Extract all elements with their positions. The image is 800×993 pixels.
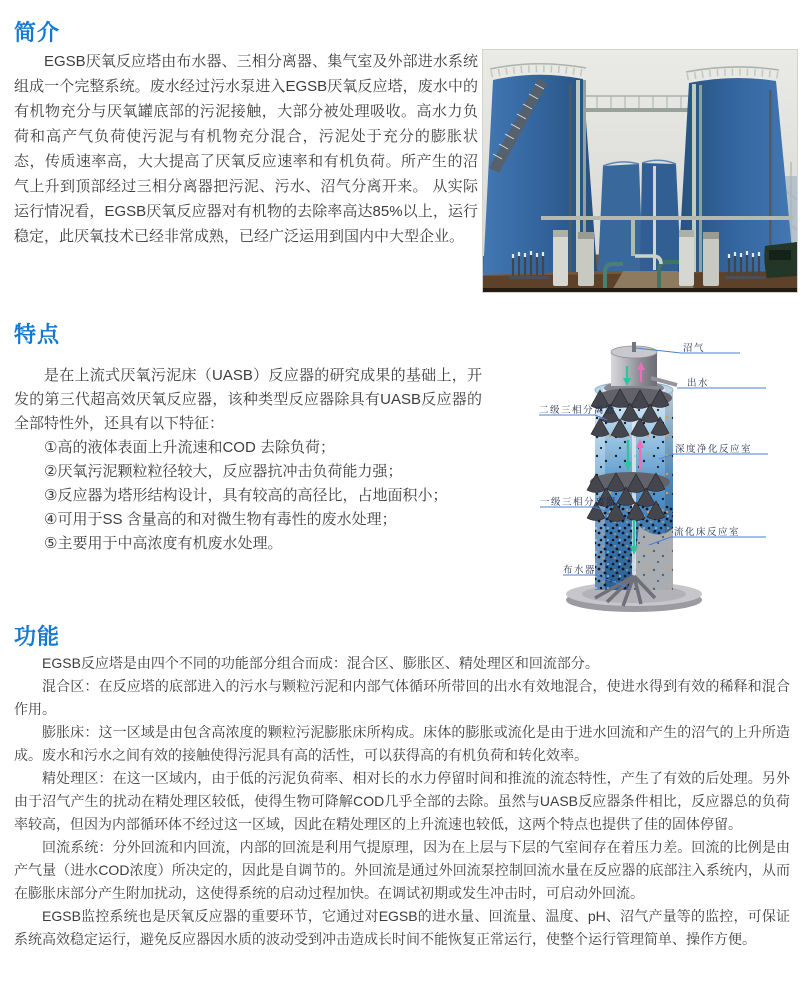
reactor-tanks-photo — [483, 50, 797, 292]
functions-paragraph-4: 精处理区：在这一区域内，由于低的污泥负荷率、相对长的水力停留时间和推流的流态特性，产生了有效的后处理。另外由于沼气产生的扰动在精处理区较低，使得生物可降解COD几乎全部的去除。虽然与UASB反应器条件相比，反应器总的负荷率较高，但因为内部循环体不经过这一区域，因此在精处理区的上升流速也较低，这两个特点也提供了佳的固体停留。 — [14, 770, 790, 832]
feature-item-4: ④可用于SS 含量高的和对微生物有毒性的废水处理； — [44, 511, 397, 528]
feature-item-3: ③反应器为塔形结构设计，具有较高的高径比，占地面积小； — [44, 487, 448, 504]
label-water-distributor: 布水器 — [563, 565, 597, 576]
intro-paragraph-text: EGSB厌氧反应塔由布水器、三相分离器、集气室及外部进水系统组成一个完整系统。废水经过污水泵进入EGSB厌氧反应塔，废水中的有机物充分与厌氧罐底部的污泥接触，大部分被处理吸收。高水力负荷和高产气负荷使污泥与有机物充分混合，污泥处于充分的膨胀状态，传质速率高，大大提高了厌氧反应速率和有机负荷。所产生的沼气上升到顶部经过三相分离器把污泥、污水、沼气分离开来。 从实际运行情况看，EGSB厌氧反应器对有机物的去除率高达85%以上，运行稳定，此厌氧技术已经非常成熟，已经广泛运用到国内中大型企业。 — [14, 53, 478, 245]
features-heading: 特点 — [14, 322, 61, 347]
features-text-block — [14, 364, 482, 556]
label-primary-separator: 一级三相分离器 — [540, 497, 618, 508]
functions-paragraph-6: EGSB监控系统也是厌氧反应器的重要环节，它通过对EGSB的进水量、回流量、温度、pH、沼气产量等的监控，可保证系统高效稳定运行，避免反应器因水质的波动受到冲击造成长时间不能恢复正常运行，使整个运行管理简单、操作方便。 — [14, 908, 790, 947]
functions-heading: 功能 — [14, 624, 61, 649]
intro-paragraph-block — [14, 49, 478, 249]
functions-paragraph-2: 混合区：在反应塔的底部进入的污水与颗粒污泥和内部气体循环所带回的出水有效地混合，使进水得到有效的稀释和混合作用。 — [14, 678, 790, 717]
features-lead: 是在上流式厌氧污泥床（UASB）反应器的研究成果的基础上，开发的第三代超高效厌氧反应器，该种类型反应器除具有UASB反应器的全部特性外，还具有以下特征： — [14, 367, 482, 432]
feature-item-5: ⑤主要用于中高浓度有机废水处理。 — [44, 535, 283, 552]
label-deep-purification-chamber: 深度净化反应室 — [675, 444, 753, 455]
label-fluidized-bed-chamber: 流化床反应室 — [674, 527, 741, 538]
photo-bottom-edge — [483, 288, 797, 292]
vehicle — [764, 242, 797, 278]
feature-item-2: ②厌氧污泥颗粒粒径较大，反应器抗冲击负荷能力强； — [44, 463, 403, 480]
intro-heading: 简介 — [14, 20, 61, 45]
label-biogas: 沼气 — [683, 343, 706, 354]
functions-paragraph-1: EGSB反应塔是由四个不同的功能部分组合而成：混合区、膨胀区、精处理区和回流部分。 — [42, 655, 599, 671]
functions-paragraph-3: 膨胀床：这一区域是由包含高浓度的颗粒污泥膨胀床所构成。床体的膨胀或流化是由于进水回流和产生的沼气的上升所造成。废水和污水之间有效的接触使得污泥具有高的活性，可以获得高的有机负荷和转化效率。 — [14, 724, 790, 763]
reactor-cutaway-diagram — [537, 338, 800, 615]
functions-paragraph-5: 回流系统：分外回流和内回流，内部的回流是利用气提原理，因为在上层与下层的气室间存在着压力差。回流的比例是由产气量（进水COD浓度）所决定的，因此是自调节的。外回流是通过外回流泵控制回流水量在反应器的底部注入系统内，从而在膨胀床部分产生附加扰动，这使得系统的启动过程加快。在调试初期或发生冲击时，可启动外回流。 — [14, 839, 790, 901]
functions-text-block — [14, 652, 790, 951]
label-effluent: 出水 — [687, 378, 710, 389]
right-tank — [678, 67, 794, 272]
feature-item-1: ①高的液体表面上升流速和COD 去除负荷； — [44, 439, 335, 456]
label-secondary-separator: 二级三相分离器 — [539, 405, 617, 416]
reactor-tanks-illustration — [483, 50, 797, 292]
